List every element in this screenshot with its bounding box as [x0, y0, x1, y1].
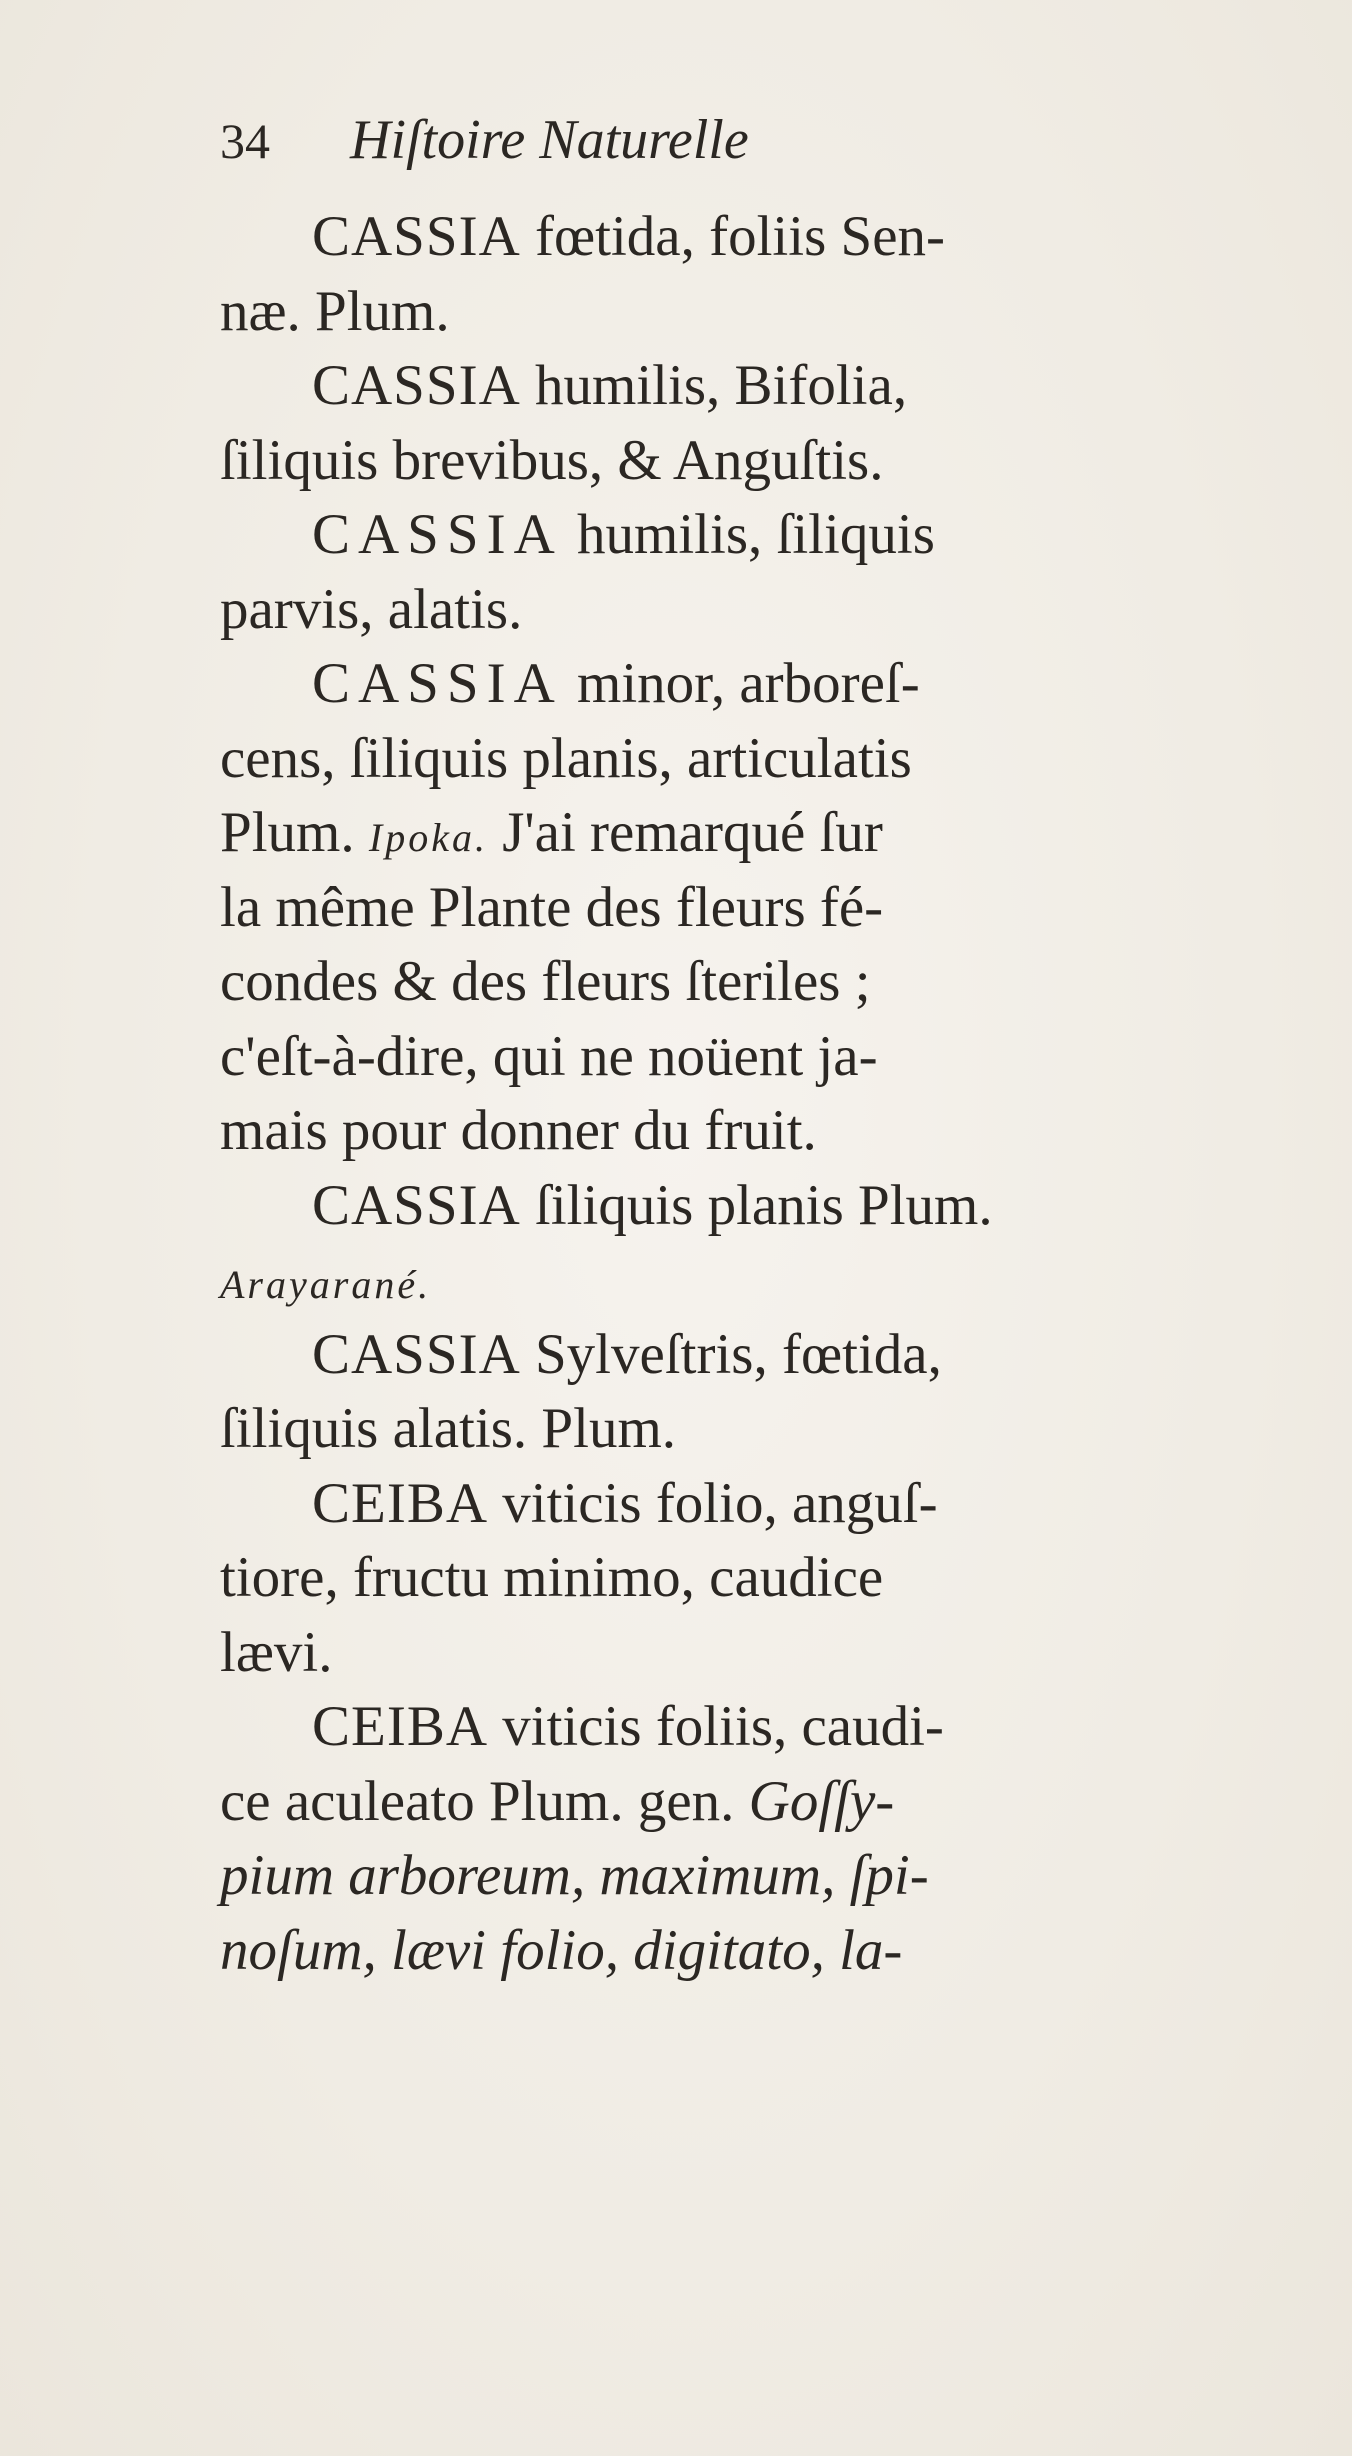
text-line: [220, 1467, 1230, 1542]
styled-text: CASSIA: [312, 354, 521, 417]
text-run: mais pour donner du fruit.: [220, 1099, 817, 1162]
text-run: humilis, ſiliquis: [562, 503, 935, 566]
styled-text: Ipoka.: [368, 815, 488, 860]
styled-text: CASSIA: [312, 503, 563, 566]
styled-text: CASSIA: [312, 652, 563, 715]
text-line: [220, 275, 1230, 350]
text-line: [220, 796, 1230, 871]
text-run: Sylveſtris, fœtida,: [520, 1322, 942, 1386]
text-line: [220, 200, 1230, 275]
text-run: ce aculeato Plum. gen.: [220, 1769, 749, 1833]
text-line: [220, 349, 1230, 424]
text-run: condes & des fleurs ſteriles ;: [220, 950, 871, 1013]
styled-text: CEIBA: [312, 1471, 488, 1535]
text-run: Plum.: [220, 801, 369, 864]
text-line: [220, 1169, 1230, 1244]
text-line: [220, 945, 1230, 1020]
text-line: [220, 1616, 1230, 1691]
text-run: c'eſt-à-dire, qui ne noüent ja-: [220, 1024, 878, 1088]
styled-text: pium arboreum, maximum, ſpi-: [220, 1844, 929, 1907]
text-run: tiore, fructu minimo, caudice: [220, 1546, 884, 1609]
text-line: [220, 722, 1230, 797]
text-line: [220, 1541, 1230, 1616]
body-text: [220, 200, 1230, 1988]
text-line: [220, 498, 1230, 573]
text-run: la même Plante des fleurs fé-: [220, 875, 884, 939]
text-run: lævi.: [220, 1620, 333, 1684]
text-line: [220, 1094, 1230, 1169]
text-line: [220, 1392, 1230, 1467]
text-run: J'ai remarqué ſur: [487, 801, 883, 864]
text-run: næ. Plum.: [220, 279, 450, 343]
text-line: [220, 1839, 1230, 1914]
text-run: viticis foliis, caudi-: [488, 1695, 944, 1758]
text-run: cens, ſiliquis planis, articulatis: [220, 726, 912, 790]
page-header: [220, 108, 749, 178]
text-run: ſiliquis brevibus, & Anguſtis.: [220, 428, 884, 492]
styled-text: CEIBA: [312, 1695, 488, 1758]
text-run: minor, arboreſ-: [562, 652, 920, 715]
styled-text: CASSIA: [312, 205, 521, 268]
text-line: [220, 424, 1230, 499]
text-run: ſiliquis alatis. Plum.: [220, 1397, 677, 1460]
styled-text: Arayarané.: [220, 1262, 432, 1307]
text-line: [220, 1318, 1230, 1393]
styled-text: CASSIA: [312, 1322, 521, 1386]
text-line: [220, 1243, 1230, 1318]
text-line: [220, 1020, 1230, 1095]
text-line: [220, 1765, 1230, 1840]
text-line: [220, 1690, 1230, 1765]
text-line: [220, 573, 1230, 648]
text-run: fœtida, foliis Sen-: [520, 205, 946, 268]
text-line: [220, 1914, 1230, 1989]
styled-text: CASSIA: [312, 1173, 521, 1237]
text-line: [220, 647, 1230, 722]
page-number: 34: [220, 113, 270, 169]
text-line: [220, 871, 1230, 946]
text-run: humilis, Bifolia,: [520, 354, 908, 417]
styled-text: noſum, lævi folio, digitato, la-: [220, 1918, 903, 1982]
running-title: Hiſtoire Naturelle: [350, 109, 749, 171]
styled-text: Goſſy-: [748, 1769, 895, 1833]
text-run: viticis folio, anguſ-: [488, 1471, 938, 1535]
text-run: ſiliquis planis Plum.: [520, 1173, 993, 1237]
text-run: parvis, alatis.: [220, 577, 523, 641]
